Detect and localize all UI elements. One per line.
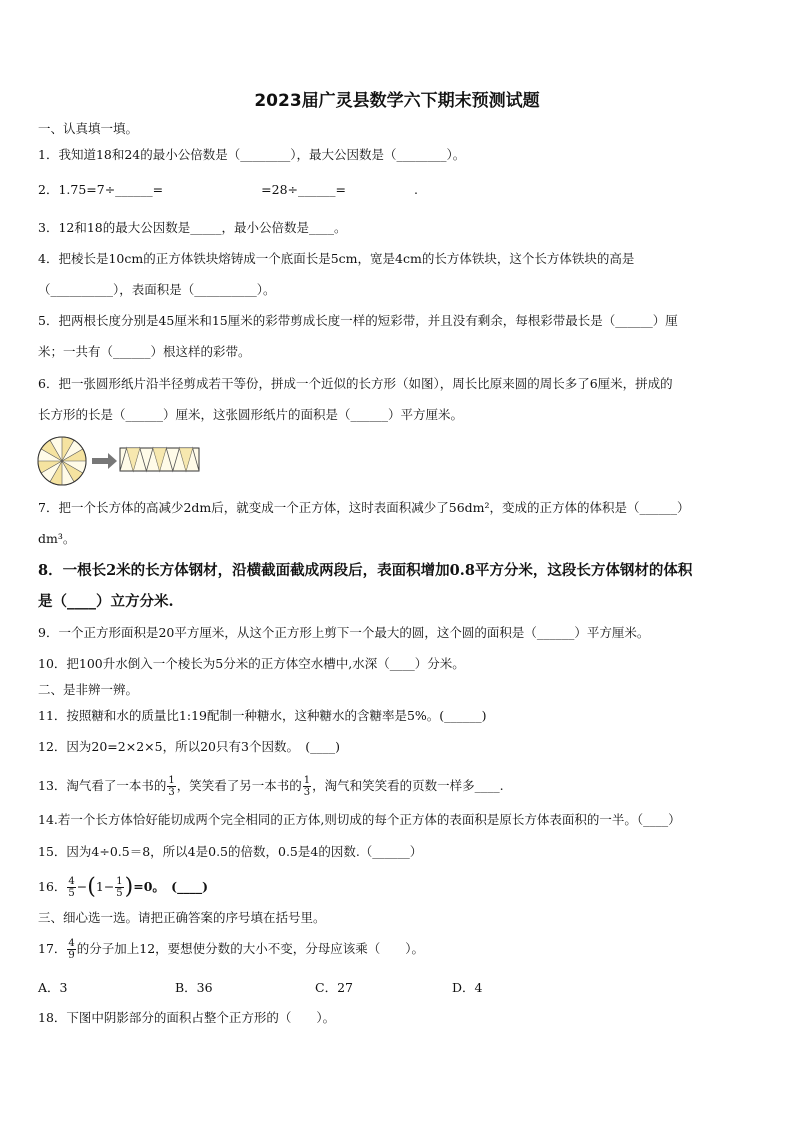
option-a[interactable]: A．3 — [38, 980, 68, 995]
question-6-line-2: 长方形的长是（______）厘米，这张圆形纸片的面积是（______）平方厘米。 — [38, 407, 464, 422]
question-16 — [38, 874, 764, 900]
question-4-line-2: （__________），表面积是（__________）。 — [38, 282, 276, 297]
question-18: 18．下图中阴影部分的面积占整个正方形的（ ）。 — [38, 1010, 336, 1025]
question-15: 15．因为4÷0.5＝8，所以4是0.5的倍数，0.5是4的因数.（______） — [38, 844, 423, 859]
question-4-line-1: 4．把棱长是10cm的正方体铁块熔铸成一个底面长是5cm，宽是4cm的长方体铁块，这个长方体铁块的高是 — [38, 251, 635, 266]
question-14: 14.若一个长方体恰好能切成两个完全相同的正方体,则切成的每个正方体的表面积是原长方体表面积的一半。（____） — [38, 812, 681, 827]
question-2-part-c: . — [414, 182, 418, 197]
question-8-line-1: 8．一根长2米的长方体钢材，沿横截面截成两段后，表面积增加0.8平方分米，这段长方体钢材的体积 — [38, 562, 693, 579]
question-8-line-2: 是（____）立方分米. — [38, 593, 174, 610]
question-7-line-2: dm³。 — [38, 531, 76, 546]
question-17-text: 的分子加上12，要想使分数的大小不变，分母应该乘（ ）。 — [76, 941, 424, 956]
fraction-four-fifths: $\frac{4}{5}$ — [68, 876, 75, 899]
fraction-one-third: $\frac{1}{3}$ — [168, 775, 175, 798]
minus-sign: − — [103, 879, 115, 894]
page-title: 2023届广灵县数学六下期末预测试题 — [254, 91, 540, 111]
question-12: 12．因为20=2×2×5，所以20只有3个因数。 (____) — [38, 739, 340, 754]
question-16-label: 16． — [38, 879, 67, 894]
question-5-line-2: 米；一共有（______）根这样的彩带。 — [38, 344, 251, 359]
right-paren: ) — [124, 874, 134, 900]
minus-sign: − — [76, 879, 88, 894]
option-c[interactable]: C．27 — [315, 980, 353, 995]
question-3: 3．12和18的最大公因数是_____，最小公倍数是____。 — [38, 220, 347, 235]
question-13 — [38, 773, 764, 799]
question-16-rest: =0。 (____) — [133, 879, 209, 894]
question-9: 9．一个正方形面积是20平方厘米，从这个正方形上剪下一个最大的圆，这个圆的面积是（______）平方厘米。 — [38, 625, 650, 640]
number-one: 1 — [95, 879, 104, 894]
question-2-part-a: 2．1.75=7÷______= — [38, 182, 164, 197]
question-7-line-1: 7．把一个长方体的高减少2dm后，就变成一个正方体，这时表面积减少了56dm²，变成的正方体的体积是（______） — [38, 500, 690, 515]
sector-circle — [38, 437, 86, 485]
question-13-part-b: ，笑笑看了另一本书的 — [176, 778, 302, 793]
section-3-heading: 三、细心选一选。请把正确答案的序号填在括号里。 — [38, 910, 326, 925]
option-b[interactable]: B．36 — [175, 980, 213, 995]
left-paren: ( — [87, 874, 96, 900]
fraction-four-ninths: $\frac{4}{9}$ — [68, 938, 75, 961]
section-1-heading: 一、认真填一填。 — [38, 121, 139, 136]
question-5-line-1: 5．把两根长度分别是45厘米和15厘米的彩带剪成长度一样的短彩带，并且没有剩余，每根彩带最长是（______）厘 — [38, 313, 678, 328]
option-d[interactable]: D．4 — [452, 980, 483, 995]
question-2-part-b: =28÷______= — [261, 182, 346, 197]
fraction-one-fifth: $\frac{1}{5}$ — [116, 876, 123, 899]
arrow-right-icon — [92, 453, 117, 469]
question-6-line-1: 6．把一张圆形纸片沿半径剪成若干等份，拼成一个近似的长方形（如图），周长比原来圆的周长多了6厘米，拼成的 — [38, 376, 673, 391]
section-2-heading: 二、是非辨一辨。 — [38, 682, 139, 697]
fraction-one-third: $\frac{1}{3}$ — [303, 775, 311, 798]
question-2 — [38, 181, 764, 199]
question-13-part-a: 13．淘气看了一本书的 — [38, 778, 167, 793]
question-17-label: 17． — [38, 941, 67, 956]
circle-to-rectangle-figure — [37, 436, 202, 488]
question-17 — [38, 936, 764, 962]
question-10: 10．把100升水倒入一个棱长为5分米的正方体空水槽中,水深（____）分米。 — [38, 656, 465, 671]
approximate-rectangle — [120, 448, 199, 471]
question-1: 1．我知道18和24的最小公倍数是（________），最大公因数是（________）。 — [38, 147, 466, 162]
question-13-part-c: ，淘气和笑笑看的页数一样多____. — [312, 778, 504, 793]
question-11: 11．按照糖和水的质量比1:19配制一种糖水，这种糖水的含糖率是5%。(______) — [38, 708, 487, 723]
